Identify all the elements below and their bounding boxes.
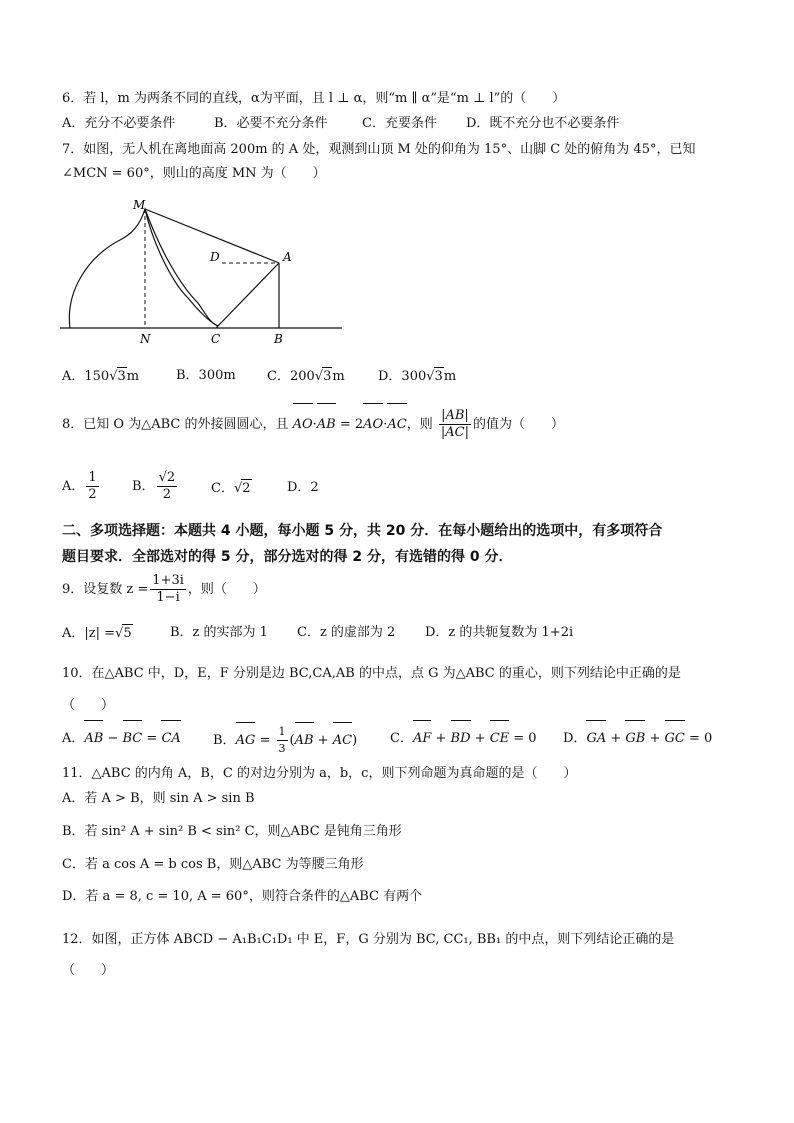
q6-option-d: D．既不充分也不必要条件 bbox=[466, 116, 620, 131]
q10-option-d: D．GA + GB + GC = 0 bbox=[563, 724, 712, 754]
q10-option-a: A．AB − BC = CA bbox=[62, 724, 181, 754]
q6-option-a: A．充分不必要条件 bbox=[62, 116, 176, 131]
q9-option-b: B．z 的实部为 1 bbox=[170, 625, 268, 640]
mountain-outline bbox=[69, 209, 218, 328]
q7-option-c: C．200√3m bbox=[267, 369, 345, 384]
q12-stem-line2: （ ） bbox=[62, 963, 115, 978]
vec-ao-2: AO bbox=[363, 407, 383, 443]
q6-option-c: C．充要条件 bbox=[362, 116, 437, 131]
q9-option-a: A．|z| =√5 bbox=[62, 626, 132, 641]
q8-stem: 8．已知 O 为△ABC 的外接圆圆心，且 AO·AB = 2AO·AC，则 $\frac{|AB|}{|AC|}$ 的值为（ ） bbox=[62, 407, 564, 443]
q10-stem-line2: （ ） bbox=[62, 698, 115, 713]
q10-stem-line1: 10．在△ABC 中，D，E，F 分别是边 BC,CA,AB 的中点，点 G 为△ABC 的重心，则下列结论中正确的是 bbox=[62, 666, 681, 681]
q12-stem-line1: 12．如图，正方体 ABCD − A₁B₁C₁D₁ 中 E，F，G 分别为 BC, CC₁, BB₁ 的中点，则下列结论正确的是 bbox=[62, 932, 675, 947]
label-m: M bbox=[133, 198, 146, 212]
vec-ab: AB bbox=[317, 407, 336, 443]
q7-stem-line2: ∠MCN = 60°，则山的高度 MN 为（ ） bbox=[62, 166, 326, 181]
q8-option-b: B． $\frac{√2}{2}$ bbox=[132, 470, 176, 502]
q10-option-c: C．AF + BD + CE = 0 bbox=[390, 724, 537, 754]
label-n: N bbox=[140, 332, 151, 346]
vec-ao: AO bbox=[293, 407, 313, 443]
mountain-inner-ridge bbox=[145, 209, 218, 326]
q9-stem: 9．设复数 z = $\frac{1+3i}{1-i}$ ，则（ ） bbox=[62, 573, 266, 605]
q7-figure bbox=[60, 195, 350, 350]
q9-option-c: C．z 的虚部为 2 bbox=[297, 625, 396, 640]
label-b: B bbox=[274, 332, 283, 346]
q8-ratio-fraction: $\frac{|AB|}{|AC|}$ bbox=[440, 408, 469, 440]
section2-line2: 题目要求．全部选对的得 5 分，部分选对的得 2 分，有选错的得 0 分． bbox=[62, 549, 513, 565]
q7-option-d: D．300√3m bbox=[378, 369, 457, 384]
q7-option-a: A．150√3m bbox=[62, 369, 140, 384]
q11-stem: 11．△ABC 的内角 A，B，C 的对边分别为 a，b，c，则下列命题为真命题的是（ ） bbox=[62, 766, 577, 781]
q6-stem: 6．若 l，m 为两条不同的直线，α为平面，且 l ⊥ α，则“m ∥ α”是“m ⊥ l”的（ ） bbox=[62, 91, 566, 106]
q8-option-a: A． $\frac{1}{2}$ bbox=[62, 470, 97, 502]
q9-option-d: D．z 的共轭复数为 1+2i bbox=[425, 625, 574, 640]
q7-stem-line1: 7．如图，无人机在离地面高 200m 的 A 处，观测到山顶 M 处的仰角为 15°、山脚 C 处的俯角为 45°，已知 bbox=[62, 142, 696, 157]
q7-option-b: B．300m bbox=[176, 368, 236, 383]
q8-option-d: D．2 bbox=[287, 480, 319, 495]
section2-line1: 二、多项选择题：本题共 4 小题，每小题 5 分，共 20 分．在每小题给出的选项中，有多项符合 bbox=[62, 523, 663, 539]
q11-option-c: C．若 a cos A = b cos B，则△ABC 为等腰三角形 bbox=[62, 857, 364, 872]
q6-option-b: B．必要不充分条件 bbox=[214, 116, 328, 131]
q11-option-b: B．若 sin² A + sin² B < sin² C，则△ABC 是钝角三角形 bbox=[62, 824, 402, 839]
q11-option-a: A．若 A > B，则 sin A > sin B bbox=[62, 791, 255, 806]
ac-line bbox=[216, 263, 279, 328]
q8-option-c: C．√2 bbox=[211, 481, 251, 496]
vec-ac: AC bbox=[387, 407, 406, 443]
q10-option-b: B．AG = $\frac{1}{3}$ (AB + AC) bbox=[213, 725, 358, 755]
q11-option-d: D．若 a = 8, c = 10, A = 60°，则符合条件的△ABC 有两个 bbox=[62, 889, 423, 904]
label-c: C bbox=[211, 332, 221, 346]
label-a: A bbox=[283, 250, 292, 264]
label-d: D bbox=[210, 250, 220, 264]
